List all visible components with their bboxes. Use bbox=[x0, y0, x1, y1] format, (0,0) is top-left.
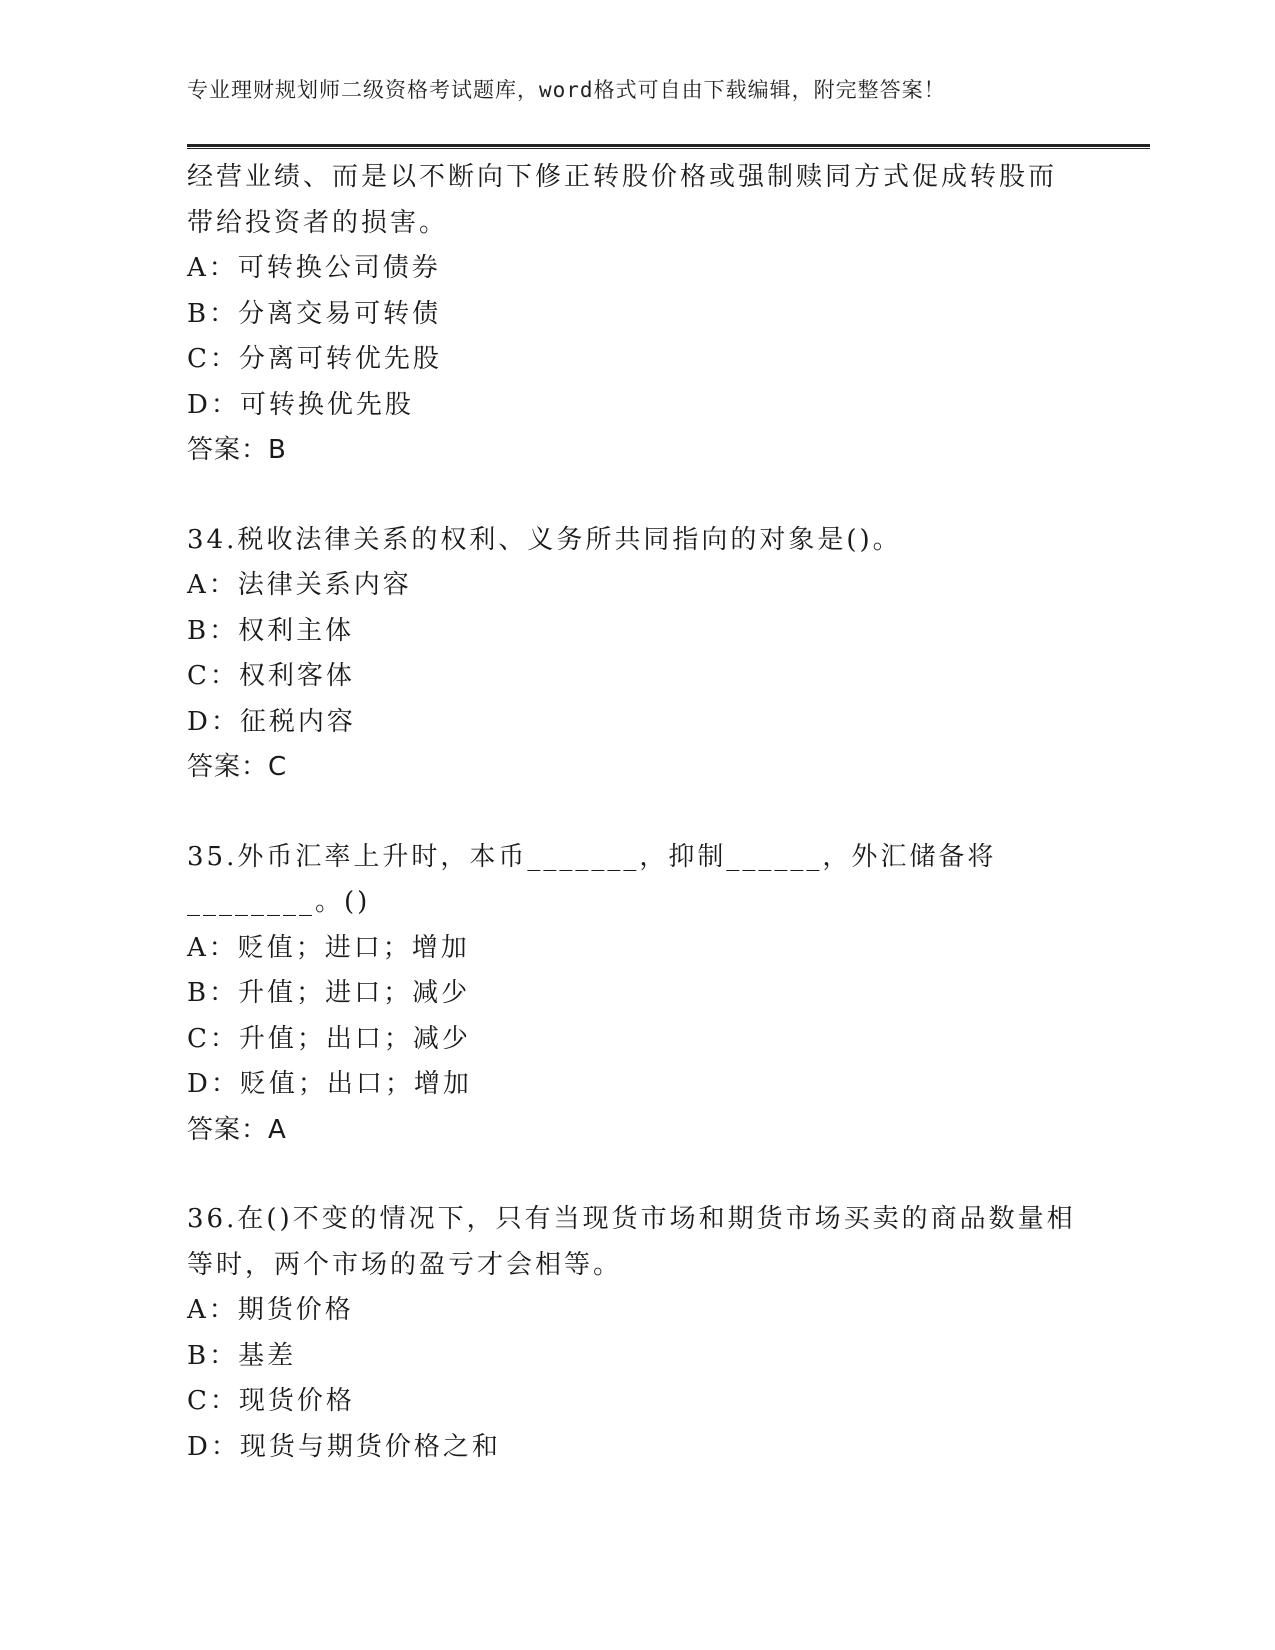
option-d: D：征税内容 bbox=[187, 706, 356, 737]
option-c: C：现货价格 bbox=[187, 1386, 355, 1416]
answer-line: 答案：A bbox=[187, 1114, 287, 1145]
option-a: A：期货价格 bbox=[187, 1295, 354, 1325]
option-d: D：可转换优先股 bbox=[187, 389, 414, 420]
option-c: C：升值；出口；减少 bbox=[187, 1023, 471, 1054]
option-d: D：贬值；出口；增加 bbox=[187, 1069, 472, 1099]
question-content bbox=[187, 155, 1087, 1470]
page-header: 专业理财规划师二级资格考试题库，word格式可自由下载编辑，附完整答案！ bbox=[187, 78, 946, 102]
option-b: B：权利主体 bbox=[187, 615, 355, 646]
option-c: C：权利客体 bbox=[187, 661, 355, 691]
question-text-line: 34.税收法律关系的权利、义务所共同指向的对象是()。 bbox=[187, 524, 902, 555]
question-text-line: 36.在()不变的情况下，只有当现货市场和期货市场买卖的商品数量相 bbox=[187, 1204, 1076, 1234]
option-a: A：贬值；进口；增加 bbox=[187, 932, 470, 963]
question-text-line: 带给投资者的损害。 bbox=[187, 207, 449, 238]
spacer bbox=[187, 474, 1087, 518]
question-text-line: 35.外币汇率上升时，本币_______，抑制______，外汇储备将 bbox=[187, 841, 997, 872]
question-text-line: 等时，两个市场的盈亏才会相等。 bbox=[187, 1249, 623, 1280]
header-divider bbox=[187, 144, 1150, 149]
option-c: C：分离可转优先股 bbox=[187, 344, 442, 374]
spacer bbox=[187, 1153, 1087, 1197]
question-34 bbox=[187, 518, 1087, 791]
question-text-line: ________。() bbox=[187, 887, 371, 917]
question-continuation bbox=[187, 155, 1087, 474]
option-b: B：基差 bbox=[187, 1340, 297, 1371]
option-b: B：升值；进口；减少 bbox=[187, 978, 471, 1008]
answer-line: 答案：C bbox=[187, 752, 288, 782]
option-b: B：分离交易可转债 bbox=[187, 298, 442, 329]
question-35 bbox=[187, 835, 1087, 1154]
option-a: A：可转换公司债券 bbox=[187, 253, 441, 283]
question-text-line: 经营业绩、而是以不断向下修正转股价格或强制赎同方式促成转股而 bbox=[187, 162, 1058, 192]
option-a: A：法律关系内容 bbox=[187, 570, 412, 600]
spacer bbox=[187, 791, 1087, 835]
question-36 bbox=[187, 1197, 1087, 1470]
answer-line: 答案：B bbox=[187, 435, 287, 465]
option-d: D：现货与期货价格之和 bbox=[187, 1431, 501, 1462]
